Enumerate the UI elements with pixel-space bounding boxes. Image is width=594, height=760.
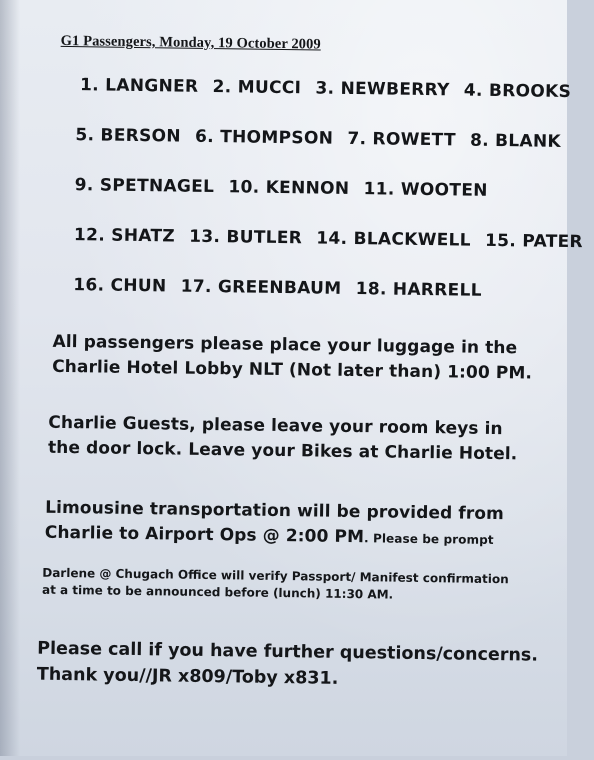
transport-line: Limousine transportation will be provided from (45, 497, 505, 525)
prompt-note: . Please be prompt (363, 531, 494, 547)
passenger-name: 3. NEWBERRY (315, 78, 450, 101)
passenger-row (73, 223, 583, 280)
contact-line: Please call if you have further questions/concerns. (37, 638, 539, 666)
passenger-name: 8. BLANK (469, 130, 562, 152)
passenger-name: 12. SHATZ (73, 225, 176, 247)
passenger-name: 7. ROWETT (347, 128, 456, 151)
room-key-instructions (48, 411, 518, 468)
luggage-instructions (52, 330, 533, 387)
transport-line-2 (45, 521, 504, 553)
passenger-name: 15. PATER (484, 230, 583, 253)
passenger-name: 9. SPETNAGEL (74, 175, 215, 198)
passenger-list (73, 73, 583, 330)
passenger-name: 10. KENNON (228, 177, 350, 199)
passenger-name: 18. HARRELL (355, 279, 482, 301)
passenger-name: 16. CHUN (73, 275, 167, 297)
passenger-name: 17. GREENBAUM (180, 276, 342, 299)
passport-line: at a time to be announced before (lunch) 11:30 AM. (41, 582, 394, 602)
notice-title: G1 Passengers, Monday, 19 October 2009 (60, 32, 321, 53)
passenger-name: 11. WOOTEN (363, 179, 488, 201)
passport-instructions (42, 565, 509, 606)
passenger-name: 13. BUTLER (189, 226, 303, 249)
passenger-row (74, 173, 545, 230)
passenger-name: 5. BERSON (75, 125, 182, 147)
passenger-row (73, 273, 544, 330)
passenger-name: 14. BLACKWELL (316, 228, 472, 251)
keys-line: the door lock. Leave your Bikes at Charlie Hotel. (47, 437, 518, 465)
transport-time: Charlie to Airport Ops @ 2:00 PM (44, 522, 365, 548)
passenger-name: 6. THOMPSON (194, 126, 334, 149)
passenger-row (76, 73, 572, 130)
passenger-row (75, 123, 562, 180)
contact-info (37, 636, 538, 695)
passenger-name: 4. BROOKS (463, 80, 572, 103)
passport-line: Darlene @ Chugach Office will verify Passport/ Manifest confirmation (42, 565, 509, 587)
transport-instructions (45, 496, 504, 553)
passenger-name: 1. LANGNER (79, 75, 199, 97)
contact-line: Thank you//JR x809/Toby x831. (36, 664, 339, 689)
keys-line: Charlie Guests, please leave your room keys in (48, 412, 503, 440)
passenger-name: 2. MUCCI (212, 77, 302, 99)
luggage-line: All passengers please place your luggage in the (52, 331, 518, 359)
luggage-line: Charlie Hotel Lobby NLT (Not later than) 1:00 PM. (52, 356, 533, 384)
